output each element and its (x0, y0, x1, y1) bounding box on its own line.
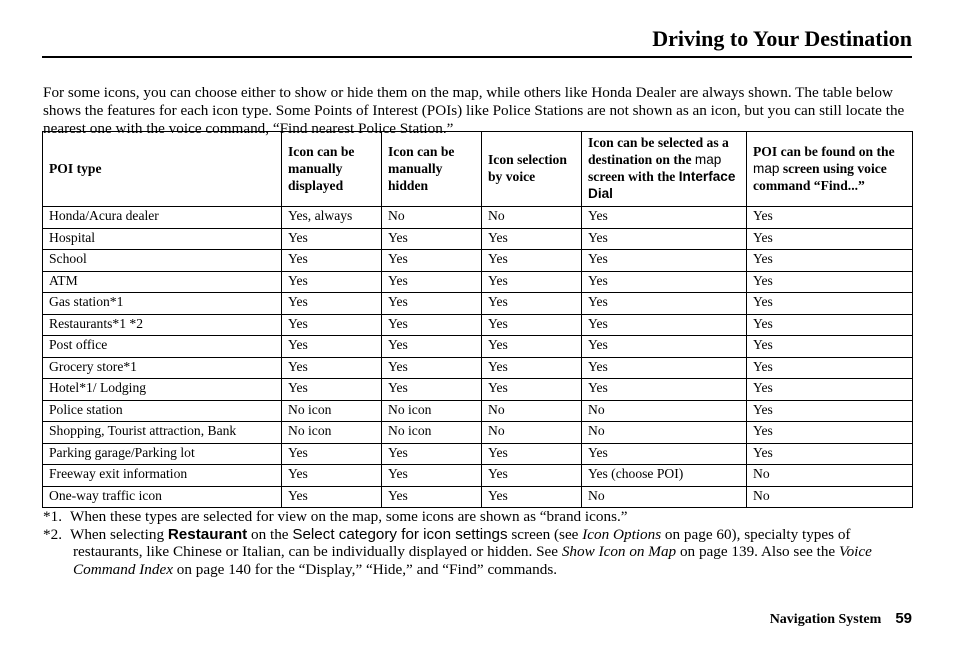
footnote-1-text: When these types are selected for view on the map, some icons are shown as “brand icons.” (70, 508, 628, 525)
voice-cell: Yes (482, 228, 582, 250)
destination-cell: Yes (choose POI) (582, 465, 747, 487)
footnote-2-restaurant: Restaurant (167, 525, 248, 543)
header-find-text-a: POI can be found on the (753, 143, 895, 159)
poi-type-cell: School (43, 250, 282, 272)
hidden-cell: Yes (382, 293, 482, 315)
destination-cell: No (582, 400, 747, 422)
voice-cell: Yes (482, 336, 582, 358)
table-row (43, 400, 913, 422)
footnote-2-ref-show-icon: Show Icon on Map (561, 543, 677, 560)
find-cell: Yes (747, 400, 913, 422)
footnote-2-screen: Select category for icon settings (292, 525, 508, 543)
table-row (43, 250, 913, 272)
hidden-cell: Yes (382, 250, 482, 272)
voice-cell: Yes (482, 250, 582, 272)
table-row (43, 422, 913, 444)
footnotes (43, 508, 913, 578)
voice-cell: No (482, 422, 582, 444)
footnote-2 (43, 526, 913, 579)
title-rule (42, 56, 912, 58)
voice-cell: Yes (482, 486, 582, 508)
table-row (43, 486, 913, 508)
footnote-2-text-d: on page 60), specialty types of restaurants, like Chinese or Italian, can be individually displayed or hidden. See (73, 525, 851, 560)
table-header-row (43, 132, 913, 207)
footnote-2-text-f: on page 140 for the “Display,” “Hide,” and “Find” commands. (176, 560, 558, 578)
hidden-cell: Yes (382, 443, 482, 465)
footer-section: Navigation System (769, 612, 882, 627)
voice-cell: No (482, 207, 582, 229)
voice-cell: Yes (482, 443, 582, 465)
destination-cell: Yes (582, 228, 747, 250)
hidden-cell: Yes (382, 486, 482, 508)
voice-cell: Yes (482, 314, 582, 336)
destination-cell: Yes (582, 443, 747, 465)
poi-type-cell: Police station (43, 400, 282, 422)
hidden-cell: Yes (382, 228, 482, 250)
hidden-cell: No icon (382, 400, 482, 422)
header-find (747, 132, 913, 207)
find-cell: Yes (747, 271, 913, 293)
poi-type-cell: Post office (43, 336, 282, 358)
poi-type-cell: Hospital (43, 228, 282, 250)
poi-table (42, 131, 913, 508)
table-row (43, 379, 913, 401)
destination-cell: Yes (582, 293, 747, 315)
displayed-cell: Yes (282, 271, 382, 293)
voice-cell: Yes (482, 357, 582, 379)
displayed-cell: Yes (282, 465, 382, 487)
table-row (43, 357, 913, 379)
table-row (43, 207, 913, 229)
find-cell: Yes (747, 293, 913, 315)
hidden-cell: Yes (382, 271, 482, 293)
footnote-2-ref-icon-options: Icon Options (582, 525, 662, 543)
poi-type-cell: Parking garage/Parking lot (43, 443, 282, 465)
header-hidden: Icon can be manually hidden (382, 132, 482, 207)
page-footer (770, 610, 912, 628)
hidden-cell: Yes (382, 314, 482, 336)
table-row (43, 443, 913, 465)
find-cell: Yes (747, 336, 913, 358)
find-cell: Yes (747, 422, 913, 444)
voice-cell: Yes (482, 465, 582, 487)
displayed-cell: Yes (282, 336, 382, 358)
find-cell: Yes (747, 228, 913, 250)
hidden-cell: No (382, 207, 482, 229)
find-cell: Yes (747, 379, 913, 401)
footnote-2-text-e: on page 139. Also see the (679, 543, 836, 560)
intro-paragraph: For some icons, you can choose either to show or hide them on the map, while others like Honda Dealer are always shown. The table below shows the features for each icon type. Some Points of Interest (POIs) like Police Stations are not shown as an icon, but you can still locate the nearest one with the voice command, “Find nearest Police Station.” (43, 84, 905, 138)
displayed-cell: Yes (282, 293, 382, 315)
displayed-cell: No icon (282, 422, 382, 444)
poi-type-cell: Shopping, Tourist attraction, Bank (43, 422, 282, 444)
hidden-cell: Yes (382, 357, 482, 379)
footnote-1 (43, 508, 913, 526)
header-destination-text-a: Icon can be selected as a destination on the (588, 135, 729, 167)
header-destination-dial: Interface Dial (588, 169, 736, 201)
page-title: Driving to Your Destination (652, 26, 912, 51)
displayed-cell: Yes (282, 357, 382, 379)
find-cell: Yes (747, 443, 913, 465)
displayed-cell: Yes (282, 314, 382, 336)
displayed-cell: Yes (282, 379, 382, 401)
header-find-map: map (753, 160, 780, 176)
header-destination-text-b: screen with the (588, 169, 676, 184)
header-voice: Icon selection by voice (482, 132, 582, 207)
footnote-2-text-b: on the (250, 525, 289, 543)
table-row (43, 271, 913, 293)
header-poi-type: POI type (43, 132, 282, 207)
displayed-cell: Yes, always (282, 207, 382, 229)
voice-cell: No (482, 400, 582, 422)
table-row (43, 293, 913, 315)
table-row (43, 465, 913, 487)
voice-cell: Yes (482, 293, 582, 315)
table-row (43, 314, 913, 336)
voice-cell: Yes (482, 271, 582, 293)
table-row (43, 228, 913, 250)
poi-type-cell: Freeway exit information (43, 465, 282, 487)
poi-type-cell: Restaurants*1 *2 (43, 314, 282, 336)
find-cell: No (747, 465, 913, 487)
hidden-cell: Yes (382, 465, 482, 487)
destination-cell: Yes (582, 357, 747, 379)
table-body (43, 207, 913, 508)
header-destination (582, 132, 747, 207)
poi-type-cell: Gas station*1 (43, 293, 282, 315)
poi-type-cell: ATM (43, 271, 282, 293)
header-destination-map: map (694, 152, 722, 167)
destination-cell: Yes (582, 207, 747, 229)
poi-type-cell: One-way traffic icon (43, 486, 282, 508)
destination-cell: Yes (582, 250, 747, 272)
header-displayed: Icon can be manually displayed (282, 132, 382, 207)
displayed-cell: Yes (282, 228, 382, 250)
find-cell: Yes (747, 250, 913, 272)
poi-type-cell: Honda/Acura dealer (43, 207, 282, 229)
find-cell: Yes (747, 314, 913, 336)
footnote-2-mark: *2. (43, 525, 62, 543)
footnote-2-ref-voice-index: Voice Command Index (73, 543, 872, 578)
hidden-cell: Yes (382, 336, 482, 358)
poi-type-cell: Grocery store*1 (43, 357, 282, 379)
table-row (43, 336, 913, 358)
destination-cell: No (582, 422, 747, 444)
displayed-cell: Yes (282, 443, 382, 465)
header-find-text-b: screen using voice command “Find...” (753, 160, 887, 193)
destination-cell: Yes (582, 336, 747, 358)
footnote-2-text-a: When selecting (70, 525, 165, 543)
displayed-cell: No icon (282, 400, 382, 422)
voice-cell: Yes (482, 379, 582, 401)
hidden-cell: No icon (382, 422, 482, 444)
displayed-cell: Yes (282, 486, 382, 508)
find-cell: Yes (747, 357, 913, 379)
destination-cell: Yes (582, 314, 747, 336)
find-cell: No (747, 486, 913, 508)
page-number: 59 (895, 610, 912, 627)
find-cell: Yes (747, 207, 913, 229)
destination-cell: Yes (582, 271, 747, 293)
destination-cell: Yes (582, 379, 747, 401)
footnote-2-text-c: screen (see (511, 525, 579, 543)
footnote-1-mark: *1. (43, 508, 62, 525)
hidden-cell: Yes (382, 379, 482, 401)
destination-cell: No (582, 486, 747, 508)
displayed-cell: Yes (282, 250, 382, 272)
poi-type-cell: Hotel*1/ Lodging (43, 379, 282, 401)
